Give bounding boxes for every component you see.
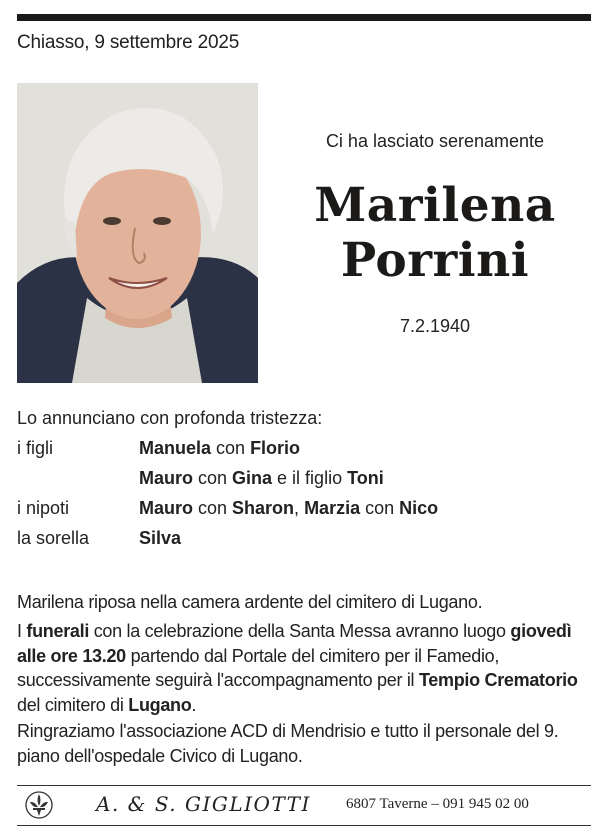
family-names bbox=[139, 498, 438, 519]
family-member-name: Mauro bbox=[139, 468, 193, 488]
emphasis-text: Tempio Crematorio bbox=[418, 670, 578, 690]
family-relation: i figli bbox=[17, 438, 54, 458]
family-member-name: Sharon bbox=[232, 498, 295, 518]
paragraph-text: Ringraziamo l'associazione ACD di Mendrisio e tutto il personale del 9. piano dell'ospedale Civico di Lugano. bbox=[17, 721, 559, 766]
paragraph-text: del cimitero di bbox=[17, 694, 129, 715]
intro-text: Ci ha lasciato serenamente bbox=[325, 131, 545, 151]
family-member-name: Florio bbox=[250, 438, 301, 458]
family-names bbox=[139, 468, 384, 489]
footer-divider-bottom bbox=[17, 825, 591, 826]
deceased-first-name: Marilena bbox=[314, 178, 556, 233]
family-member-name: Mauro bbox=[139, 498, 193, 518]
family-names bbox=[139, 438, 300, 459]
emphasis-text: funerali bbox=[26, 621, 90, 641]
footer-divider-top bbox=[17, 785, 591, 786]
notice-paragraph bbox=[17, 619, 597, 717]
paragraph-text: partendo dal Portale del cimitero per il Famedio, successivamente seguirà l'accompagnamento per il bbox=[17, 645, 500, 690]
family-member-name: Nico bbox=[399, 498, 439, 518]
family-relation: i nipoti bbox=[17, 498, 70, 518]
connector-text: con bbox=[193, 498, 233, 518]
family-names bbox=[139, 528, 181, 549]
emphasis-text: Lugano bbox=[128, 694, 192, 715]
funeral-home-contact: 6807 Taverne – 091 945 02 00 bbox=[346, 796, 529, 812]
family-relation: la sorella bbox=[17, 528, 90, 548]
family-row bbox=[17, 498, 587, 522]
announcement-lead: Lo annunciano con profonda tristezza: bbox=[17, 408, 323, 428]
connector-text: , bbox=[294, 498, 305, 518]
connector-text: e il figlio bbox=[272, 468, 348, 488]
notice-paragraph bbox=[17, 719, 597, 768]
family-member-name: Toni bbox=[347, 468, 384, 488]
paragraph-text: I bbox=[17, 621, 27, 641]
family-member-name: Manuela bbox=[139, 438, 212, 458]
family-row bbox=[17, 468, 587, 492]
portrait-photo bbox=[17, 83, 258, 383]
funeral-home-name: A. & S. GIGLIOTTI bbox=[96, 792, 311, 816]
paragraph-text: . bbox=[191, 694, 197, 715]
paragraph-text: Marilena riposa nella camera ardente del cimitero di Lugano. bbox=[17, 592, 483, 612]
connector-text: con bbox=[360, 498, 400, 518]
family-row bbox=[17, 528, 587, 552]
place-date: Chiasso, 9 settembre 2025 bbox=[17, 32, 240, 53]
deceased-last-name: Porrini bbox=[340, 233, 530, 288]
family-member-name: Marzia bbox=[304, 498, 361, 518]
lily-emblem-icon bbox=[24, 790, 54, 820]
family-member-name: Gina bbox=[232, 468, 273, 488]
top-divider bbox=[17, 14, 591, 21]
emphasis-text: giovedì alle ore 13.20 bbox=[17, 621, 572, 666]
connector-text: con bbox=[193, 468, 233, 488]
birth-date: 7.2.1940 bbox=[399, 316, 471, 336]
paragraph-text: con la celebrazione della Santa Messa avranno luogo bbox=[89, 621, 511, 641]
connector-text: con bbox=[211, 438, 251, 458]
notice-paragraph bbox=[17, 590, 597, 615]
family-row bbox=[17, 438, 587, 462]
family-member-name: Silva bbox=[139, 528, 182, 548]
